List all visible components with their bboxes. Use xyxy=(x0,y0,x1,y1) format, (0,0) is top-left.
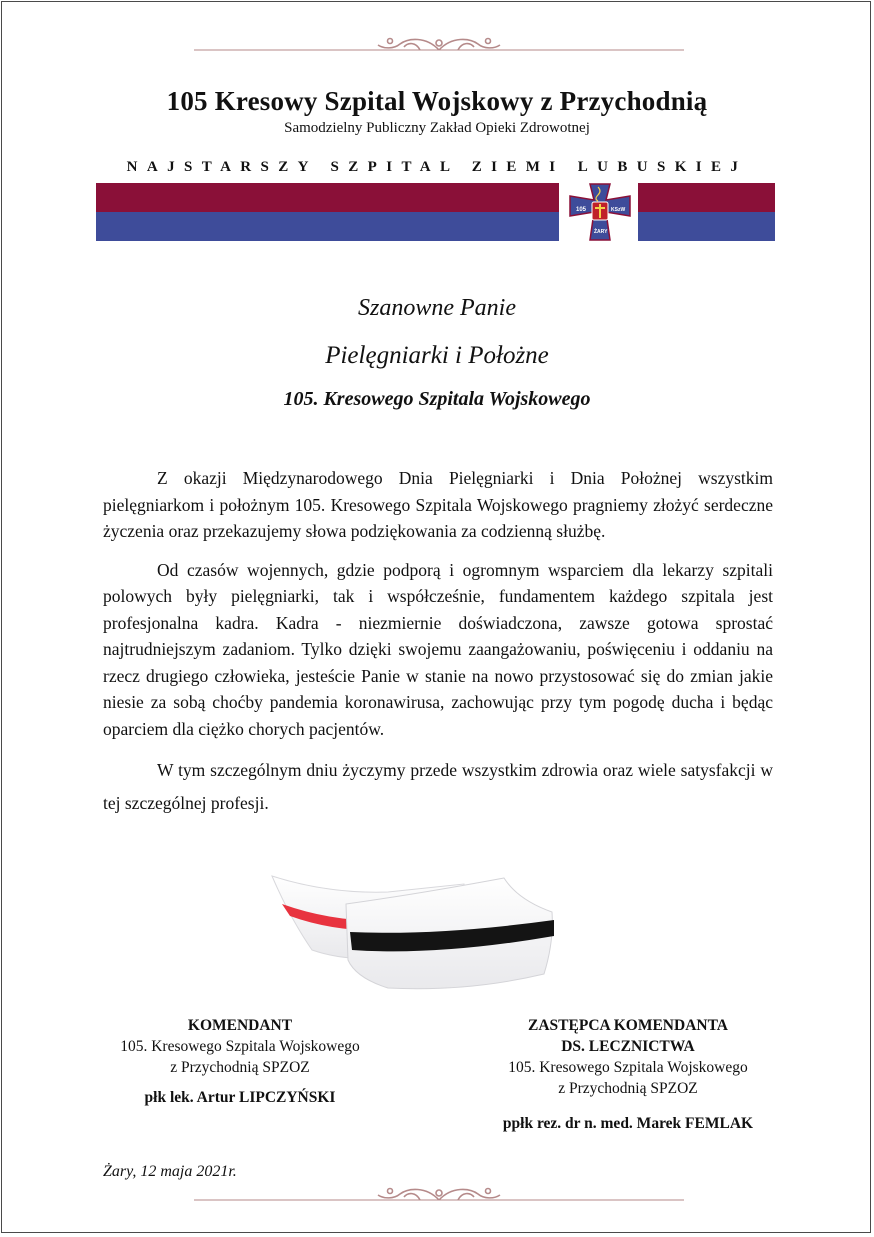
greeting-line-2: Pielęgniarki i Położne xyxy=(325,342,549,369)
letter-body xyxy=(103,465,773,832)
svg-text:105: 105 xyxy=(576,207,587,213)
body-paragraph-1: Z okazji Międzynarodowego Dnia Pielęgniarki i Dnia Położnej wszystkim pielęgniarkom i położnym 105. Kresowego Szpitala Wojskowego pragniemy złożyć serdeczne życzenia oraz przekazujemy słowa podziękowania za codzienną służbę. xyxy=(103,468,773,541)
ornament-divider-top xyxy=(194,32,684,56)
nurse-caps-image xyxy=(268,870,568,998)
greeting-line-3: 105. Kresowego Szpitala Wojskowego xyxy=(283,388,591,410)
signature-org-line-2: z Przychodnią SPZOZ xyxy=(558,1080,698,1097)
signature-org-line-2: z Przychodnią SPZOZ xyxy=(170,1059,310,1076)
signature-title-1: ZASTĘPCA KOMENDANTA xyxy=(528,1017,728,1034)
header-band-blue-left xyxy=(96,212,559,241)
signature-commander xyxy=(90,1015,390,1108)
signature-title-2: DS. LECZNICTWA xyxy=(561,1038,695,1055)
body-paragraph-3: W tym szczególnym dniu życzymy przede wszystkim zdrowia oraz wiele satysfakcji w tej szczególnej profesji. xyxy=(103,760,773,813)
header-band-blue-right xyxy=(638,212,775,241)
svg-text:ŻARY: ŻARY xyxy=(594,229,608,235)
letter-date: Żary, 12 maja 2021r. xyxy=(103,1163,237,1180)
ornament-divider-bottom xyxy=(194,1182,684,1206)
hospital-motto: NAJSTARSZY SZPITAL ZIEMI LUBUSKIEJ xyxy=(126,159,748,175)
signature-title: KOMENDANT xyxy=(187,1017,293,1034)
hospital-name: 105 Kresowy Szpital Wojskowy z Przychodnią xyxy=(166,86,708,116)
hospital-emblem-logo xyxy=(568,182,632,244)
hospital-subtitle: Samodzielny Publiczny Zakład Opieki Zdrowotnej xyxy=(284,120,590,136)
signature-name: płk lek. Artur LIPCZYŃSKI xyxy=(144,1089,336,1106)
header-band-maroon-right xyxy=(638,183,775,212)
signature-org-line-1: 105. Kresowego Szpitala Wojskowego xyxy=(508,1059,748,1076)
signature-org-line-1: 105. Kresowego Szpitala Wojskowego xyxy=(120,1038,360,1055)
body-paragraph-2: Od czasów wojennych, gdzie podporą i ogromnym wsparciem dla lekarzy szpitali polowych były pielęgniarki, tak i współcześnie, fundamentem każdego szpitala jest profesjonalna kadra. Kadra - niezmiernie doświadczona, zawsze gotowa sprostać najtrudniejszym zadaniom. Tylko dzięki swojemu zaangażowaniu, poświęceniu i oddaniu na rzecz drugiego człowieka, jesteście Panie w stanie na nowo przystosować się do zmian jakie niesie za sobą choćby pandemia koronawirusa, zachowując przy tym pogodę ducha i będąc oparciem dla ciężko chorych pacjentów. xyxy=(103,559,773,739)
letter-page xyxy=(1,1,871,1233)
svg-text:KSzW: KSzW xyxy=(611,207,626,213)
signature-deputy-commander xyxy=(478,1015,778,1134)
greeting-line-1: Szanowne Panie xyxy=(358,295,516,321)
signature-name: ppłk rez. dr n. med. Marek FEMLAK xyxy=(502,1115,754,1132)
header-band-maroon-left xyxy=(96,183,559,212)
